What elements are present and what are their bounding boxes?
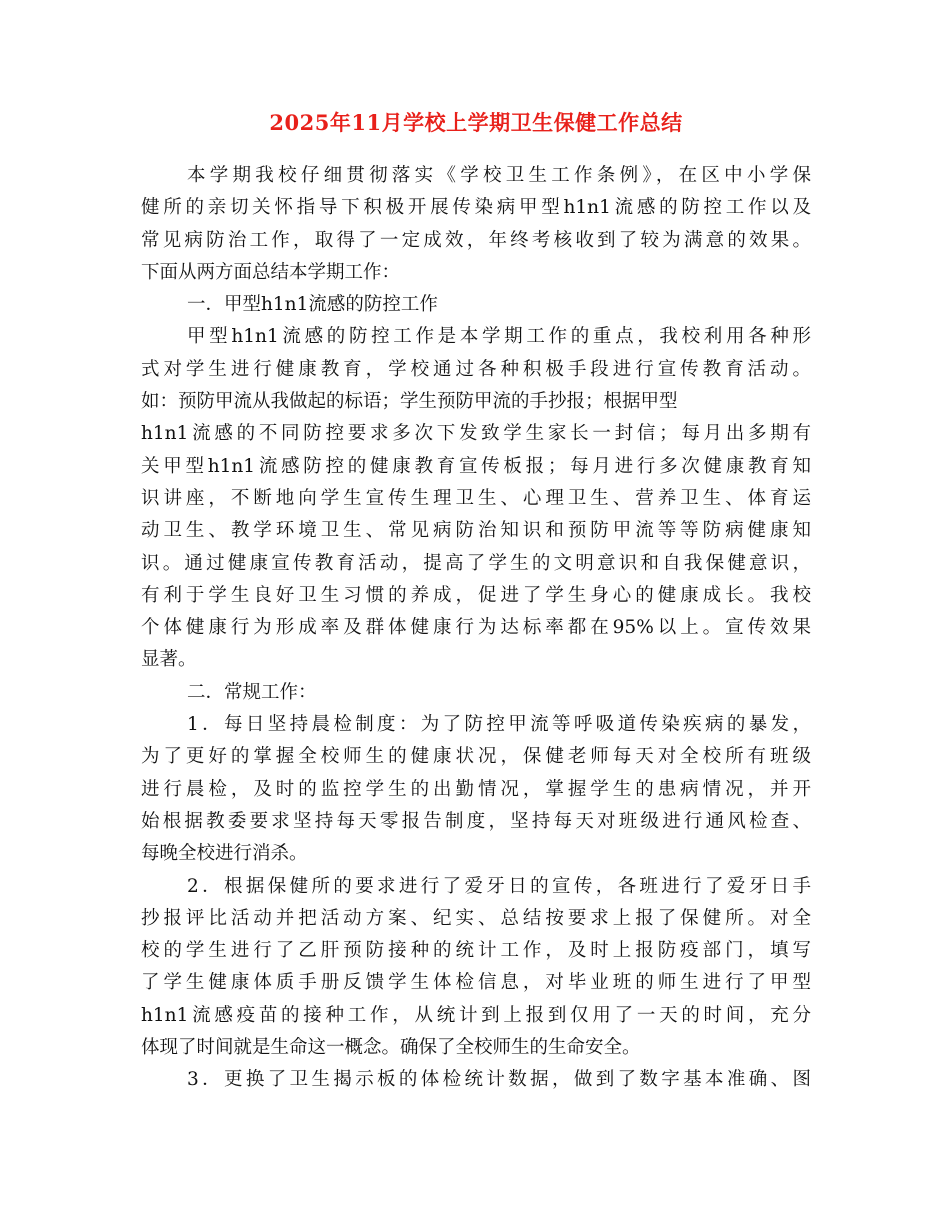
paragraph-line: 进行晨检，及时的监控学生的出勤情况，掌握学生的患病情况，并开 [141,778,811,800]
document-body [141,160,811,1097]
paragraph-line: 二．常规工作： [187,681,317,703]
paragraph-line: 识。通过健康宣传教育活动，提高了学生的文明意识和自我保健意识， [141,552,811,574]
paragraph-line: 识讲座，不断地向学生宣传生理卫生、心理卫生、营养卫生、体育运 [141,487,811,509]
paragraph-line: 抄报评比活动并把活动方案、纪实、总结按要求上报了保健所。对全 [141,907,811,929]
paragraph-line: 3．更换了卫生揭示板的体检统计数据，做到了数字基本准确、图 [187,1069,811,1091]
paragraph-line: 式对学生进行健康教育，学校通过各种积极手段进行宣传教育活动。 [141,358,811,380]
paragraph-line: h1n1流感的不同防控要求多次下发致学生家长一封信；每月出多期有 [141,423,811,445]
paragraph-line: 动卫生、教学环境卫生、常见病防治知识和预防甲流等等防病健康知 [141,520,811,542]
paragraph-line: 本学期我校仔细贯彻落实《学校卫生工作条例》，在区中小学保 [187,165,811,186]
document-page [141,108,811,1097]
paragraph-line: 个体健康行为形成率及群体健康行为达标率都在95%以上。宣传效果 [141,617,811,639]
paragraph-line: 每晚全校进行消杀。 [141,843,308,865]
paragraph-line: 下面从两方面总结本学期工作： [141,261,401,283]
paragraph-line: h1n1流感疫苗的接种工作，从统计到上报到仅用了一天的时间，充分 [141,1004,811,1026]
paragraph-line: 有利于学生良好卫生习惯的养成，促进了学生身心的健康成长。我校 [141,584,811,606]
paragraph-line: 一．甲型h1n1流感的防控工作 [187,294,438,316]
paragraph-line: 为了更好的掌握全校师生的健康状况，保健老师每天对全校所有班级 [141,746,811,768]
paragraph-line: 甲型h1n1流感的防控工作是本学期工作的重点，我校利用各种形 [187,326,811,348]
paragraph-line: 如：预防甲流从我做起的标语；学生预防甲流的手抄报；根据甲型 [141,391,678,413]
paragraph-line: 常见病防治工作，取得了一定成效，年终考核收到了较为满意的效果。 [141,229,811,251]
paragraph-line: 显著。 [141,649,197,671]
paragraph-line: 校的学生进行了乙肝预防接种的统计工作，及时上报防疫部门，填写 [141,940,811,962]
paragraph-line: 1．每日坚持晨检制度：为了防控甲流等呼吸道传染疾病的暴发， [187,714,811,736]
paragraph-line: 体现了时间就是生命这一概念。确保了全校师生的生命安全。 [141,1037,641,1059]
document-title: 2025年11月学校上学期卫生保健工作总结 [269,110,683,135]
paragraph-line: 健所的亲切关怀指导下积极开展传染病甲型h1n1流感的防控工作以及 [141,197,811,219]
paragraph-line: 2．根据保健所的要求进行了爱牙日的宣传，各班进行了爱牙日手 [187,875,811,897]
paragraph-line: 关甲型h1n1流感防控的健康教育宣传板报；每月进行多次健康教育知 [141,455,811,477]
paragraph-line: 了学生健康体质手册反馈学生体检信息，对毕业班的师生进行了甲型 [141,972,811,994]
paragraph-line: 始根据教委要求坚持每天零报告制度，坚持每天对班级进行通风检查、 [141,810,811,832]
